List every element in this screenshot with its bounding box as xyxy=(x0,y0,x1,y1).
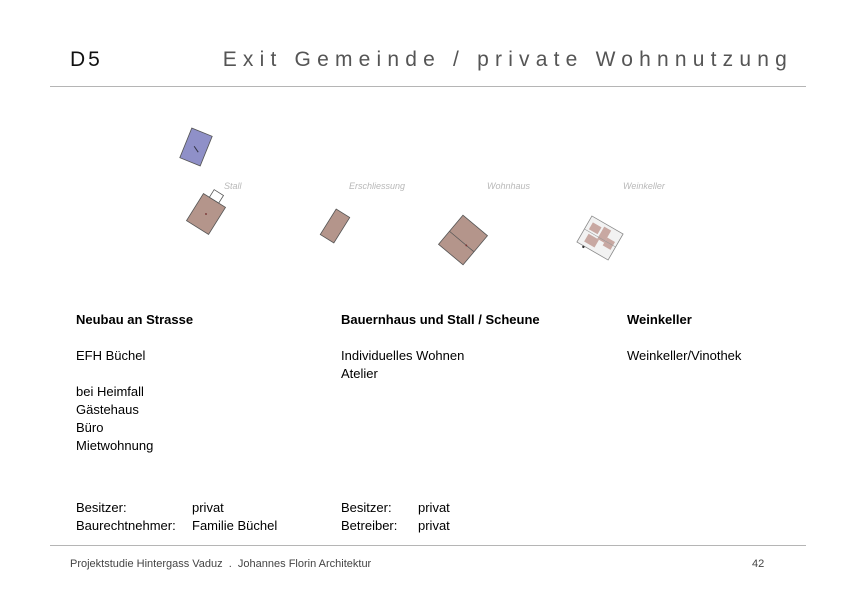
plan-label-stall: Stall xyxy=(224,181,242,191)
owner-info-bauernhaus xyxy=(341,499,450,535)
owner-key: Baurechtnehmer: xyxy=(76,518,176,533)
page-title: Exit Gemeinde / private Wohnnutzung xyxy=(222,48,793,71)
header-divider xyxy=(50,86,806,87)
neubau-building xyxy=(180,128,212,166)
footer-divider xyxy=(50,545,806,546)
column-line: bei Heimfall xyxy=(76,384,144,399)
footer-credit: Projektstudie Hintergass Vaduz . Johannes Florin Architektur xyxy=(70,558,372,570)
column-line: Atelier xyxy=(341,366,378,381)
column-line: Weinkeller/Vinothek xyxy=(627,348,742,363)
column-bauernhaus xyxy=(341,311,601,383)
site-plan xyxy=(170,120,640,270)
owner-value: Familie Büchel xyxy=(192,518,278,533)
weinkeller-building xyxy=(576,216,623,262)
column-line: EFH Büchel xyxy=(76,348,146,363)
erschliessung-building xyxy=(320,209,349,243)
plan-label-wohnhaus: Wohnhaus xyxy=(487,181,531,191)
owner-value: privat xyxy=(418,518,450,533)
column-line: Mietwohnung xyxy=(76,438,154,453)
column-line: Gästehaus xyxy=(76,402,139,417)
column-heading: Bauernhaus und Stall / Scheune xyxy=(341,312,540,327)
column-weinkeller xyxy=(627,311,807,365)
plan-label-erschliessung: Erschliessung xyxy=(349,181,406,191)
plan-label-weinkeller: Weinkeller xyxy=(623,181,665,191)
owner-key: Betreiber: xyxy=(341,518,398,533)
owner-info-neubau xyxy=(76,499,277,535)
wohnhaus-building xyxy=(439,215,488,265)
owner-value: privat xyxy=(192,500,224,515)
section-code: D5 xyxy=(70,48,103,71)
column-heading: Neubau an Strasse xyxy=(76,312,194,327)
owner-value: privat xyxy=(418,500,450,515)
column-line: Büro xyxy=(76,420,104,435)
owner-key: Besitzer: xyxy=(76,500,127,515)
owner-key: Besitzer: xyxy=(341,500,392,515)
page-number: 42 xyxy=(752,558,765,570)
stall-building xyxy=(186,186,230,235)
column-line: Individuelles Wohnen xyxy=(341,348,465,363)
column-heading: Weinkeller xyxy=(627,312,692,327)
column-neubau xyxy=(76,311,316,455)
